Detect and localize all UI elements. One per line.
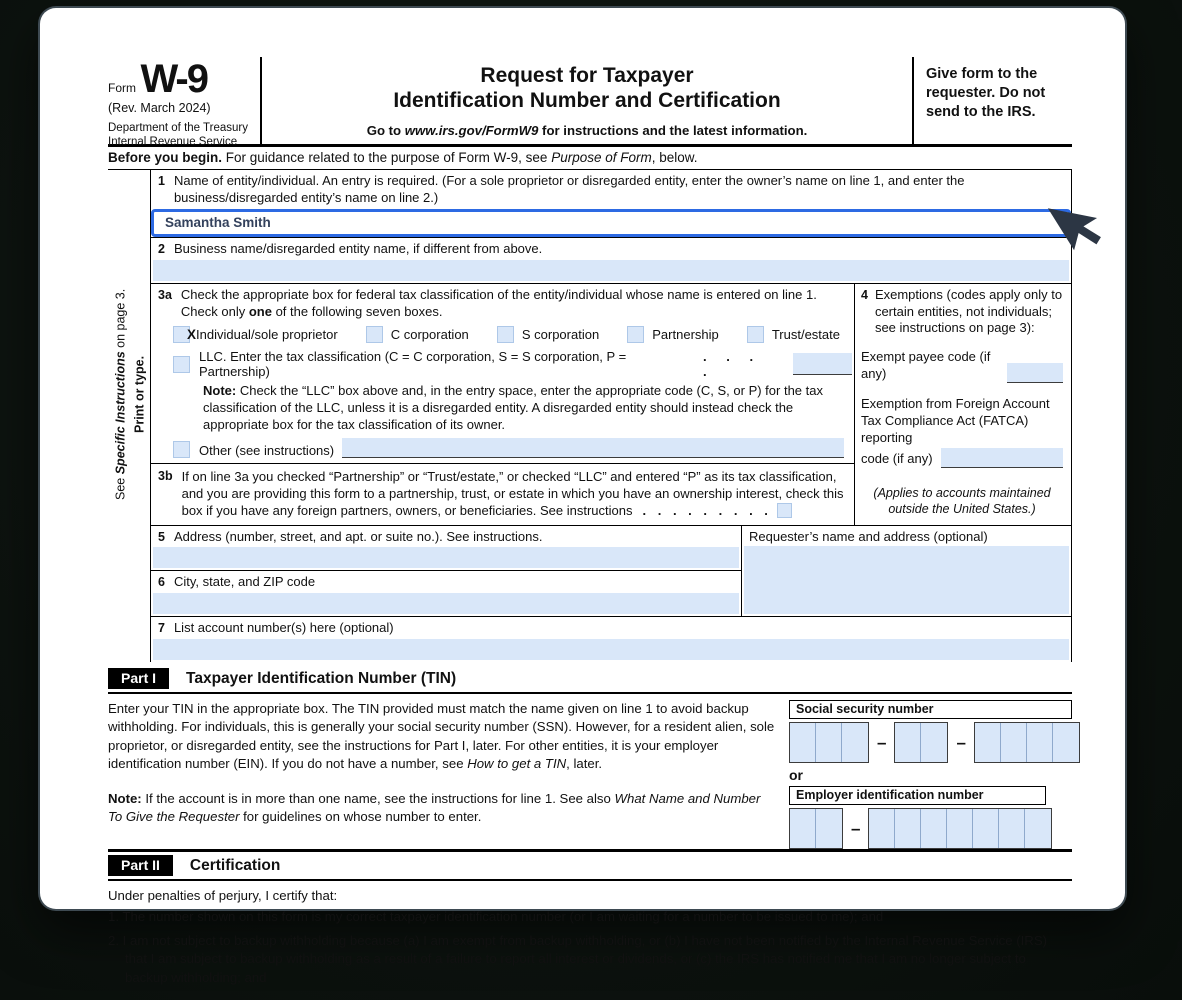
llc-note-text: Check the “LLC” box above and, in the entry space, enter the appropriate code (C, S, or P) for the tax classification of the LLC, unless it is a disregarded entity. A disregarded entity should instead check the appropriate box for the tax classification of its owner. [203, 383, 823, 433]
tin-digit-cell[interactable] [1025, 809, 1051, 848]
sidebar-print-or-type: Print or type. [132, 355, 147, 433]
checkbox-item-trust [747, 326, 840, 343]
llc-option-row [151, 346, 854, 382]
fatca-code-input[interactable] [941, 448, 1063, 468]
form-title-line1: Request for Taxpayer [480, 64, 694, 87]
ein-label: Employer identification number [789, 786, 1046, 805]
ssn-label: Social security number [789, 700, 1072, 719]
name-input-value: Samantha Smith [165, 215, 271, 231]
goto-prefix: Go to [366, 122, 405, 138]
before-end: , below. [651, 150, 698, 165]
part2-chip: Part II [108, 855, 173, 876]
partnership-checkbox[interactable] [627, 326, 644, 343]
business-name-input[interactable] [153, 260, 1069, 281]
part1-header [108, 665, 1072, 694]
trust-estate-checkbox[interactable] [747, 326, 764, 343]
line5-row [151, 526, 741, 572]
tin-digit-cell[interactable] [999, 809, 1025, 848]
trust-estate-label: Trust/estate [771, 327, 840, 343]
line3a-label-bold: one [248, 303, 272, 319]
before-you-begin [108, 147, 1072, 170]
tin-digit-cell[interactable] [790, 723, 816, 762]
form-number: W-9 [140, 57, 207, 101]
form-id-block [108, 57, 260, 149]
other-checkbox[interactable] [173, 441, 190, 458]
llc-checkbox[interactable] [173, 356, 190, 373]
individual-checkbox-mark: X [187, 327, 197, 343]
line7-row [151, 617, 1071, 660]
line2-row [151, 238, 1071, 284]
llc-note-bold: Note: [203, 383, 237, 399]
name-input[interactable] [151, 209, 1071, 237]
exempt-payee-label: Exempt payee code (if any) [861, 349, 991, 382]
certification-item-1: 1. The number shown on this form is my correct taxpayer identification number (or I am waiting for a number to be issued to me); and [108, 909, 884, 925]
checkbox-item-partnership [627, 326, 718, 343]
ssn-dash-2: – [956, 732, 966, 752]
account-numbers-input[interactable] [153, 639, 1069, 660]
line6-label: City, state, and ZIP code [173, 574, 316, 590]
llc-dot-leaders: . . . . [703, 349, 754, 380]
line6-number: 6 [158, 575, 165, 590]
s-corporation-label: S corporation [521, 327, 600, 343]
line1-row [151, 170, 1071, 238]
other-input[interactable] [342, 438, 844, 458]
part1-note-bold: Note: [108, 791, 142, 807]
line3a-label-post: of the following seven boxes. [271, 303, 443, 319]
line3b-text: If on line 3a you checked “Partnership” or “Trust/estate,” or checked “LLC” and entered “P” as its tax classification, and you are providing this form to a partnership, trust, or estate in which you have an ownership interest, check this box if you have any foreign partners, owners, or beneficiaries. See instructions [181, 469, 844, 519]
fatca-code-label: code (if any) [861, 450, 933, 466]
department-line2: Internal Revenue Service [108, 136, 238, 149]
give-form-note: Give form to the requester. Do not send to the IRS. [926, 66, 1046, 120]
ssn-group-3[interactable] [974, 722, 1080, 763]
tin-digit-cell[interactable] [921, 723, 947, 762]
line5-label: Address (number, street, and apt. or suite no.). See instructions. [173, 528, 543, 544]
tin-boxes [789, 700, 1072, 849]
tin-digit-cell[interactable] [973, 809, 999, 848]
tin-digit-cell[interactable] [1001, 723, 1027, 762]
s-corporation-checkbox[interactable] [497, 326, 514, 343]
c-corporation-checkbox[interactable] [366, 326, 383, 343]
tax-classification-options [151, 322, 854, 346]
part1-note-italic: What Name and Number To Give the Requester [108, 791, 761, 825]
ein-dash: – [851, 818, 861, 838]
before-italic: Purpose of Form [551, 150, 652, 165]
line3a-number: 3a [158, 287, 172, 302]
line6-row [151, 571, 741, 616]
requester-box [741, 526, 1071, 617]
ein-group-2[interactable] [868, 808, 1052, 849]
line7-label: List account number(s) here (optional) [173, 620, 394, 636]
or-text: or [789, 767, 803, 784]
tin-digit-cell[interactable] [842, 723, 868, 762]
other-label: Other (see instructions) [199, 443, 335, 459]
part1-para-pre: Enter your TIN in the appropriate box. The TIN provided must match the name given on line 1 to avoid backup withholding. For individuals, this is generally your social security number (SSN). However, for a resident alien, sole proprietor, or disregarded entity, see the instructions for Part I, later. For other entities, it is your employer identification number (EIN). If you do not have a number, see [108, 701, 775, 771]
tin-digit-cell[interactable] [1053, 723, 1079, 762]
form-revision: (Rev. March 2024) [108, 101, 211, 115]
line2-label: Business name/disregarded entity name, if different from above. [173, 240, 543, 256]
line3a-label [181, 287, 846, 321]
form-header [108, 57, 1072, 147]
fatca-note: (Applies to accounts maintained outside the United States.) [873, 485, 1051, 517]
ein-input-row [789, 808, 1072, 849]
line3b-number: 3b [158, 469, 173, 484]
ssn-input-row [789, 722, 1072, 763]
part2-title: Certification [189, 856, 281, 874]
part1-note [108, 790, 777, 826]
part1-instructions [108, 700, 789, 849]
line7-number: 7 [158, 621, 165, 636]
tin-digit-cell[interactable] [790, 809, 816, 848]
department-line1: Department of the Treasury [108, 122, 248, 134]
other-option-row [151, 436, 854, 463]
certification-intro: Under penalties of perjury, I certify that: [108, 888, 338, 904]
part1-note-end: for guidelines on whose number to enter. [239, 809, 482, 825]
sidebar-see-emph: Specific Instructions [113, 350, 128, 474]
ssn-group-2[interactable] [894, 722, 948, 763]
irs-url: www.irs.gov/FormW9 [404, 122, 539, 138]
tin-digit-cell[interactable] [921, 809, 947, 848]
line3b-row [151, 463, 854, 524]
tin-digit-cell[interactable] [1027, 723, 1053, 762]
certification-item-2: 2. I am not subject to backup withholding because (a) I am exempt from backup withholding, or (b) I have not been notified by the Internal Revenue Service (IRS) that I am subject to backup withholding as a result of a failure to report all interest or dividends, or (c) the IRS has notified me that I am no longer subject to backup withholding; and [108, 932, 1048, 985]
w9-form-page [40, 8, 1125, 985]
checkbox-item-individual [173, 326, 338, 343]
before-mid: For guidance related to the purpose of Form W-9, see [222, 150, 552, 165]
part2-header [108, 849, 1072, 881]
form-word: Form [108, 81, 136, 95]
tin-digit-cell[interactable] [869, 809, 895, 848]
tin-digit-cell[interactable] [947, 809, 973, 848]
partnership-label: Partnership [652, 327, 719, 343]
checkbox-item-s-corp [497, 326, 599, 343]
individual-label: Individual/sole proprietor [196, 327, 338, 343]
fatca-label: Exemption from Foreign Account Tax Compliance Act (FATCA) reporting [861, 396, 1050, 445]
city-state-zip-input[interactable] [153, 593, 739, 614]
llc-classification-input[interactable] [793, 353, 852, 375]
exemptions-label: Exemptions (codes apply only to certain entities, not individuals; see instructions on page 3): [874, 286, 1063, 336]
tin-digit-cell[interactable] [816, 723, 842, 762]
before-bold: Before you begin. [108, 150, 223, 165]
llc-label: LLC. Enter the tax classification (C = C corporation, S = S corporation, P = Partnership) [199, 349, 627, 380]
form-title-line2: Identification Number and Certification [393, 88, 781, 112]
exemptions-column [854, 284, 1071, 525]
tin-digit-cell[interactable] [975, 723, 1001, 762]
ein-group-1[interactable] [789, 808, 843, 849]
line3a-label-pre: Check the appropriate box for federal tax classification of the entity/individual whose name is entered on line 1. Check only [180, 286, 817, 319]
exempt-payee-code-input[interactable] [1007, 363, 1063, 383]
sidebar-see-instructions [111, 170, 130, 618]
print-or-type-sidebar [108, 170, 150, 662]
form-title-block [260, 57, 914, 144]
sidebar-see-prefix: See [113, 473, 128, 500]
part1-note-pre: If the account is in more than one name, see the instructions for line 1. See also [141, 791, 615, 807]
line1-number: 1 [158, 174, 165, 188]
part1-para-italic: How to get a TIN [467, 755, 567, 771]
line2-number: 2 [158, 241, 165, 256]
line3b-dot-leaders: . . . . . . . . . [642, 503, 768, 519]
tin-digit-cell[interactable] [895, 809, 921, 848]
part1-para-end: , later. [566, 755, 603, 771]
requester-input[interactable] [744, 546, 1069, 615]
goto-suffix: for instructions and the latest information. [538, 122, 808, 138]
c-corporation-label: C corporation [390, 327, 469, 343]
checkbox-item-c-corp [366, 326, 469, 343]
box4-number: 4 [861, 287, 868, 302]
line1-label: Name of entity/individual. An entry is required. (For a sole proprietor or disregarded entity, enter the owner’s name on line 1, and enter the business/disregarded entity’s name on line 2.) [173, 173, 965, 205]
sidebar-see-suffix: on page 3. [113, 288, 128, 351]
line3b-text-wrap [182, 468, 846, 519]
part1-chip: Part I [108, 668, 169, 689]
llc-note [151, 382, 854, 436]
ssn-dash-1: – [877, 732, 887, 752]
tin-digit-cell[interactable] [895, 723, 921, 762]
part1-title: Taxpayer Identification Number (TIN) [186, 669, 457, 687]
tin-digit-cell[interactable] [816, 809, 842, 848]
requester-label: Requester’s name and address (optional) [749, 528, 988, 544]
address-input[interactable] [153, 547, 739, 568]
ssn-group-1[interactable] [789, 722, 869, 763]
line5-number: 5 [158, 529, 165, 544]
goto-instructions [270, 123, 904, 138]
foreign-partners-checkbox[interactable] [777, 503, 792, 518]
